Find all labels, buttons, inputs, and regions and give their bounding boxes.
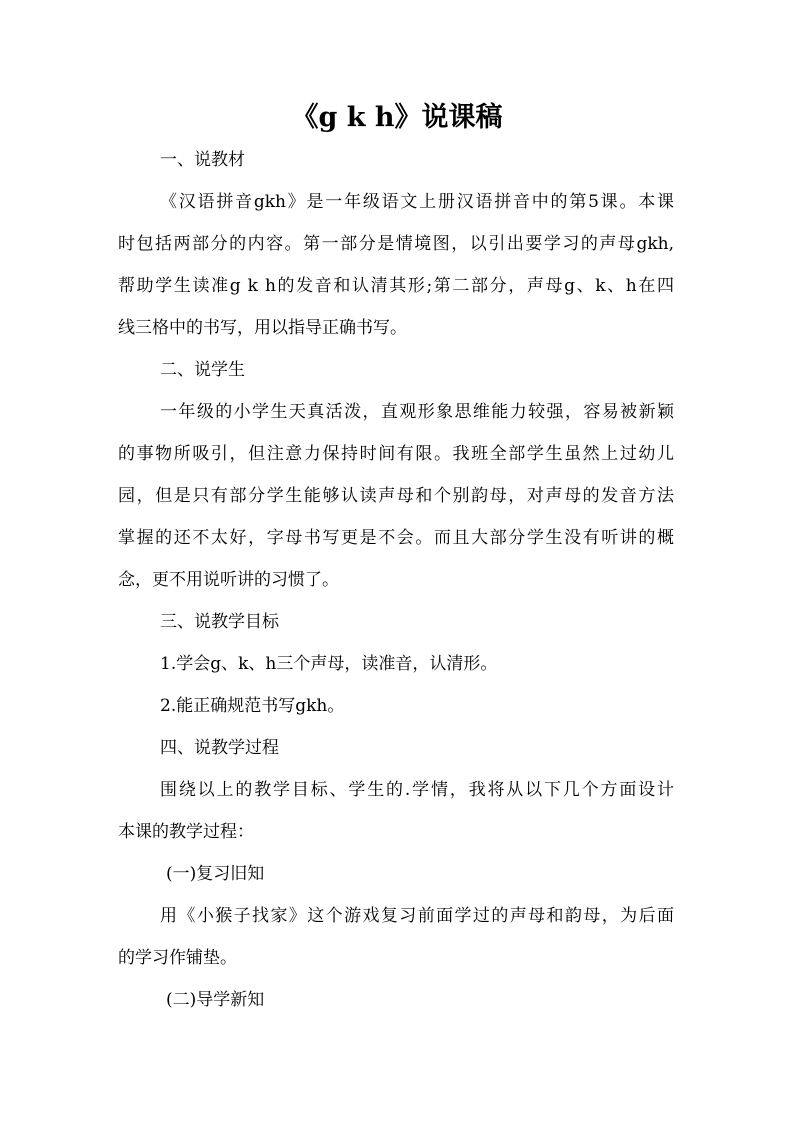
paragraph-line: 《汉语拼音gkh》是一年级语文上册汉语拼音中的第5课。本课 bbox=[160, 192, 674, 212]
paragraph-line: 帮助学生读准g k h的发音和认清其形;第二部分，声母g、k、h在四 bbox=[118, 276, 674, 296]
paragraph-line: 掌握的还不太好，字母书写更是不会。而且大部分学生没有听讲的概 bbox=[118, 528, 674, 548]
document-title: 《g k h》说课稿 bbox=[291, 102, 503, 133]
paragraph-line: 用《小猴子找家》这个游戏复习前面学过的声母和韵母，为后面 bbox=[160, 906, 674, 926]
goal-item: 2.能正确规范书写gkh。 bbox=[160, 696, 345, 716]
paragraph-line: 的学习作铺垫。 bbox=[118, 948, 237, 968]
paragraph-line: 园，但是只有部分学生能够认读声母和个别韵母，对声母的发音方法 bbox=[118, 486, 674, 506]
section-heading-process: 四、说教学过程 bbox=[160, 738, 279, 758]
paragraph-line: 围绕以上的教学目标、学生的.学情，我将从以下几个方面设计 bbox=[160, 780, 674, 800]
paragraph-line: 线三格中的书写，用以指导正确书写。 bbox=[118, 318, 407, 338]
subsection-heading: (一)复习旧知 bbox=[166, 864, 265, 884]
paragraph-line: 本课的教学过程： bbox=[118, 822, 254, 842]
paragraph-line: 一年级的小学生天真活泼，直观形象思维能力较强，容易被新颖 bbox=[160, 402, 674, 422]
section-heading-students: 二、说学生 bbox=[160, 360, 245, 380]
paragraph-line: 的事物所吸引，但注意力保持时间有限。我班全部学生虽然上过幼儿 bbox=[118, 444, 674, 464]
section-heading-textbook: 一、说教材 bbox=[160, 150, 245, 170]
paragraph-line: 时包括两部分的内容。第一部分是情境图，以引出要学习的声母gkh, bbox=[118, 234, 674, 254]
subsection-heading: (二)导学新知 bbox=[166, 990, 265, 1010]
paragraph-line: 念，更不用说听讲的习惯了。 bbox=[118, 570, 339, 590]
section-heading-goals: 三、说教学目标 bbox=[160, 612, 279, 632]
goal-item: 1.学会g、k、h三个声母，读准音，认清形。 bbox=[160, 654, 498, 674]
